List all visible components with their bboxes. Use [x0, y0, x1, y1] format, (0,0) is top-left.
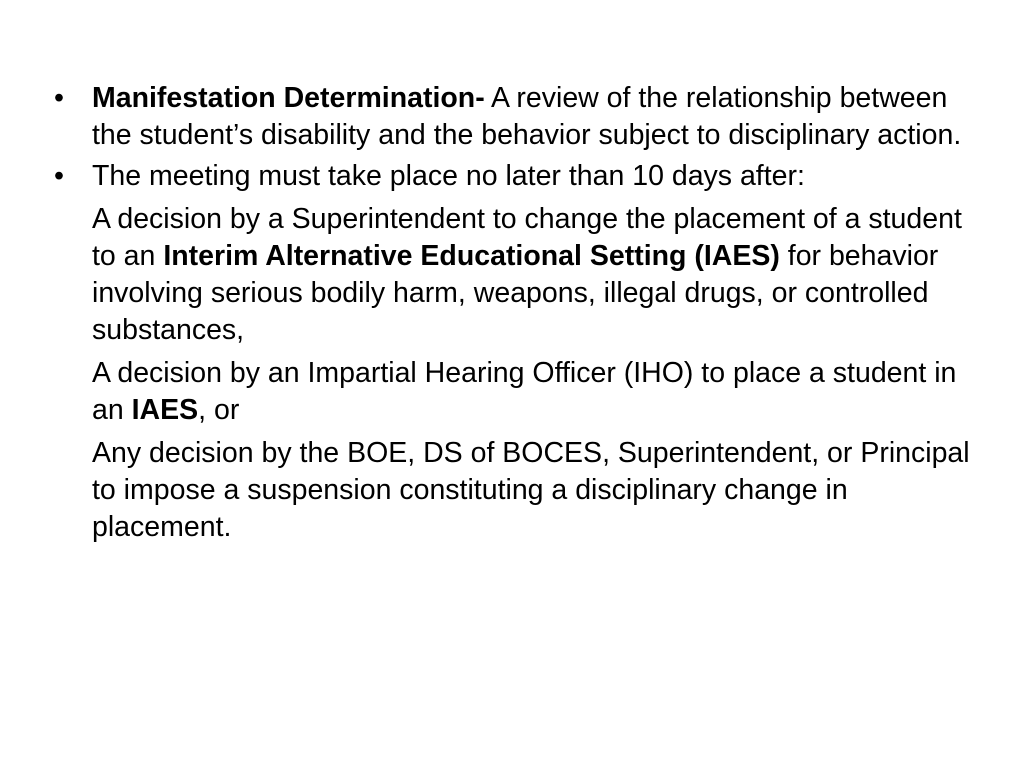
- sub-paragraph-text: A decision by an Impartial Hearing Officer (IHO) to place a student in an: [92, 357, 957, 426]
- bullet-definition: A review of the relationship between the student’s disability and the behavior subject to disciplinary action.: [92, 82, 962, 151]
- bullet-text: [92, 80, 984, 154]
- bullet-dot-icon: •: [54, 82, 64, 114]
- sub-paragraph-text: A decision by a Superintendent to change the placement of a student to an: [92, 203, 962, 272]
- bullet-bold-term: Manifestation Determination-: [92, 82, 485, 114]
- bullet-manifestation-determination: [54, 80, 984, 154]
- sub-paragraph-bold-term: Interim Alternative Educational Setting (IAES): [163, 240, 780, 272]
- bullet-text: The meeting must take place no later than 10 days after:: [92, 160, 805, 192]
- sub-paragraph-bold-term: IAES: [131, 394, 199, 426]
- sub-paragraph-superintendent-decision: [92, 201, 984, 349]
- sub-paragraph-text: for behavior involving serious bodily harm, weapons, illegal drugs, or controlled substances,: [92, 240, 939, 346]
- sub-paragraph-suspension-decision: [92, 435, 984, 546]
- bullet-dot-icon: •: [54, 160, 64, 192]
- sub-paragraph-text: Any decision by the BOE, DS of BOCES, Superintendent, or Principal to impose a suspension constituting a disciplinary change in placement.: [92, 437, 970, 543]
- sub-paragraph-text: , or: [198, 394, 240, 426]
- slide-content: [54, 80, 984, 550]
- bullet-meeting-deadline: [54, 158, 984, 195]
- sub-paragraph-iho-decision: [92, 355, 984, 429]
